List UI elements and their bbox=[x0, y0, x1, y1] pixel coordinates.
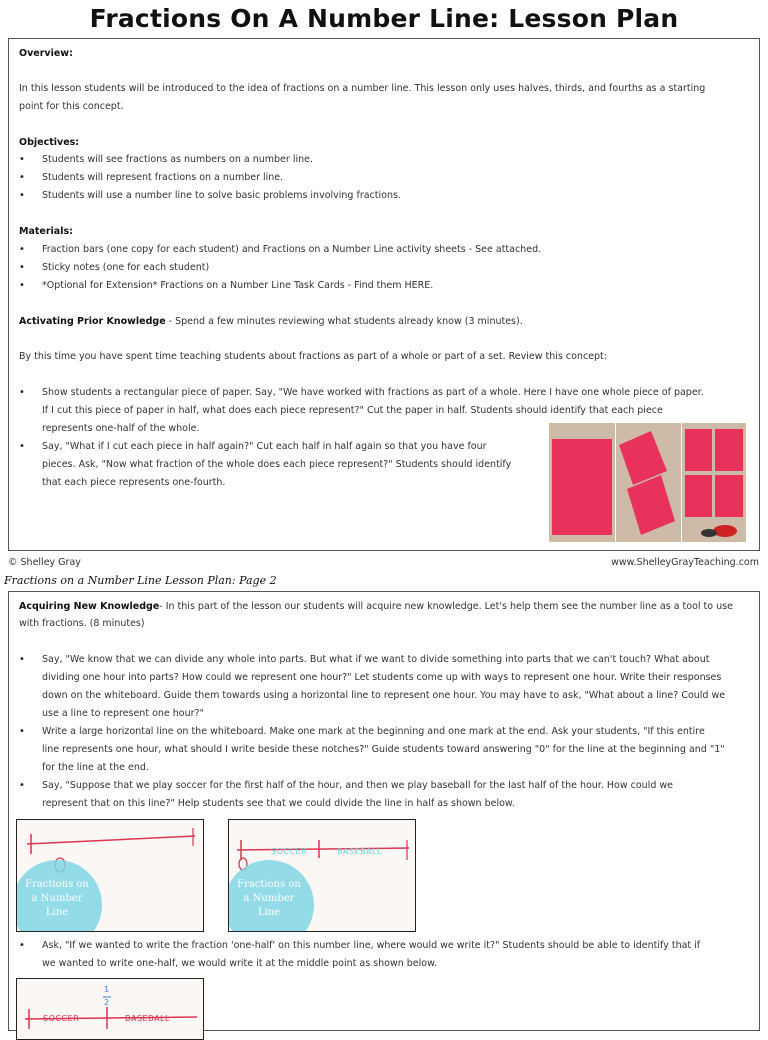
objectives-heading: Objectives: bbox=[19, 137, 80, 148]
material-item: *Optional for Extension* Fractions on a Number Line Task Cards - Find them HERE. bbox=[42, 280, 434, 291]
bullet-text: Ask, "If we wanted to write the fraction 'one-half' on this number line, where would we write it?" Students should be able to identify that if bbox=[42, 940, 701, 951]
number-line-one-half-image bbox=[16, 978, 204, 1040]
baseball-label: BASEBALL bbox=[125, 1014, 170, 1023]
lesson-page-2 bbox=[8, 591, 760, 1031]
bullet-text: line represents one hour, what should I write beside these notches?" Guide students toward answering "0" for the line at the beginning and "1" bbox=[42, 744, 725, 755]
bullet-icon: • bbox=[19, 190, 25, 201]
acquiring-paragraph bbox=[19, 598, 733, 616]
bullet-text: Show students a rectangular piece of paper. Say, "We have worked with fractions as part of a whole. Here I have one whole piece of paper. bbox=[42, 387, 704, 398]
image-caption bbox=[228, 878, 314, 920]
bullet-icon: • bbox=[19, 244, 25, 255]
soccer-label: SOCCER bbox=[271, 847, 308, 856]
materials-heading: Materials: bbox=[19, 226, 73, 237]
bullet-text: that each piece represents one-fourth. bbox=[42, 477, 226, 488]
page-title: Fractions On A Number Line: Lesson Plan bbox=[89, 4, 679, 33]
bullet-text: Say, "We know that we can divide any whole into parts. But what if we want to divide something into parts that we can't touch? What about bbox=[42, 654, 710, 665]
caption-line: a Number bbox=[31, 893, 83, 904]
half-numerator: 1 bbox=[104, 985, 110, 994]
page-2-label: Fractions on a Number Line Lesson Plan: Page 2 bbox=[4, 574, 277, 587]
caption-line: a Number bbox=[243, 893, 295, 904]
copyright: © Shelley Gray bbox=[8, 557, 81, 568]
caption-line: Fractions on bbox=[237, 879, 301, 890]
activating-text: - Spend a few minutes reviewing what students already know (3 minutes). bbox=[165, 316, 523, 327]
bullet-text: use a line to represent one hour?" bbox=[42, 708, 204, 719]
bullet-text: pieces. Ask, "Now what fraction of the whole does each piece represent?" Students should identify bbox=[42, 459, 512, 470]
bullet-icon: • bbox=[19, 780, 25, 791]
caption-line: Line bbox=[257, 907, 281, 918]
bullet-icon: • bbox=[19, 172, 25, 183]
baseball-label: BASEBALL bbox=[337, 847, 382, 856]
bullet-icon: • bbox=[19, 280, 25, 291]
objective-item: Students will use a number line to solve basic problems involving fractions. bbox=[42, 190, 401, 201]
image-caption bbox=[16, 878, 102, 920]
bullet-icon: • bbox=[19, 262, 25, 273]
website: www.ShelleyGrayTeaching.com bbox=[611, 557, 759, 568]
bullet-text: represents one-half of the whole. bbox=[42, 423, 200, 434]
caption-line: Line bbox=[45, 907, 69, 918]
bullet-text: we wanted to write one-half, we would write it at the middle point as shown below. bbox=[42, 958, 438, 969]
number-line-soccer-baseball-image bbox=[228, 819, 416, 932]
bullet-text: Say, "Suppose that we play soccer for the first half of the hour, and then we play baseball for the last half of the hour. How could we bbox=[42, 780, 673, 791]
overview-text: In this lesson students will be introduced to the idea of fractions on a number line. This lesson only uses halves, thirds, and fourths as a starting bbox=[19, 83, 706, 94]
bullet-text: down on the whiteboard. Guide them towards using a horizontal line to represent one hour. You may have to ask, "What about a line? Could we bbox=[42, 690, 726, 701]
bullet-icon: • bbox=[19, 726, 25, 737]
bullet-icon: • bbox=[19, 654, 25, 665]
bullet-icon: • bbox=[19, 940, 25, 951]
bullet-text: represent that on this line?" Help students see that we could divide the line in half as shown below. bbox=[42, 798, 515, 809]
objective-item: Students will see fractions as numbers on a number line. bbox=[42, 154, 313, 165]
material-item: Sticky notes (one for each student) bbox=[42, 262, 210, 273]
bullet-text: dividing one hour into parts? How could we represent one hour?" Let students come up with ways to represent one hour. Write their responses bbox=[42, 672, 722, 683]
caption-line: Fractions on bbox=[25, 879, 89, 890]
overview-heading: Overview: bbox=[19, 48, 73, 59]
activating-heading: Activating Prior Knowledge bbox=[19, 316, 166, 327]
review-text: By this time you have spent time teaching students about fractions as part of a whole or part of a set. Review this concept: bbox=[19, 351, 607, 362]
bullet-text: If I cut this piece of paper in half, what does each piece represent?" Cut the paper in half. Students should identify that each piece bbox=[42, 405, 663, 416]
acquiring-text: - In this part of the lesson our students will acquire new knowledge. Let's help them see the number line as a tool to use bbox=[159, 601, 733, 612]
number-line-whole-image bbox=[16, 819, 204, 932]
bullet-text: Write a large horizontal line on the whiteboard. Make one mark at the beginning and one mark at the end. Ask your students, "If this entire bbox=[42, 726, 705, 737]
soccer-label: SOCCER bbox=[43, 1014, 80, 1023]
bullet-text: for the line at the end. bbox=[42, 762, 149, 773]
bullet-text: Say, "What if I cut each piece in half again?" Cut each half in half again so that you have four bbox=[42, 441, 487, 452]
overview-text: point for this concept. bbox=[19, 101, 124, 112]
bullet-icon: • bbox=[19, 154, 25, 165]
lesson-page-1 bbox=[8, 38, 760, 551]
bullet-icon: • bbox=[19, 387, 25, 398]
bullet-icon: • bbox=[19, 441, 25, 452]
activating-paragraph bbox=[19, 313, 523, 331]
half-denominator: 2 bbox=[104, 998, 110, 1007]
acquiring-text: with fractions. (8 minutes) bbox=[19, 618, 145, 629]
acquiring-heading: Acquiring New Knowledge bbox=[19, 601, 160, 612]
material-item: Fraction bars (one copy for each student) and Fractions on a Number Line activity sheets - See attached. bbox=[42, 244, 542, 255]
objective-item: Students will represent fractions on a number line. bbox=[42, 172, 284, 183]
paper-cutting-photo bbox=[549, 423, 746, 542]
